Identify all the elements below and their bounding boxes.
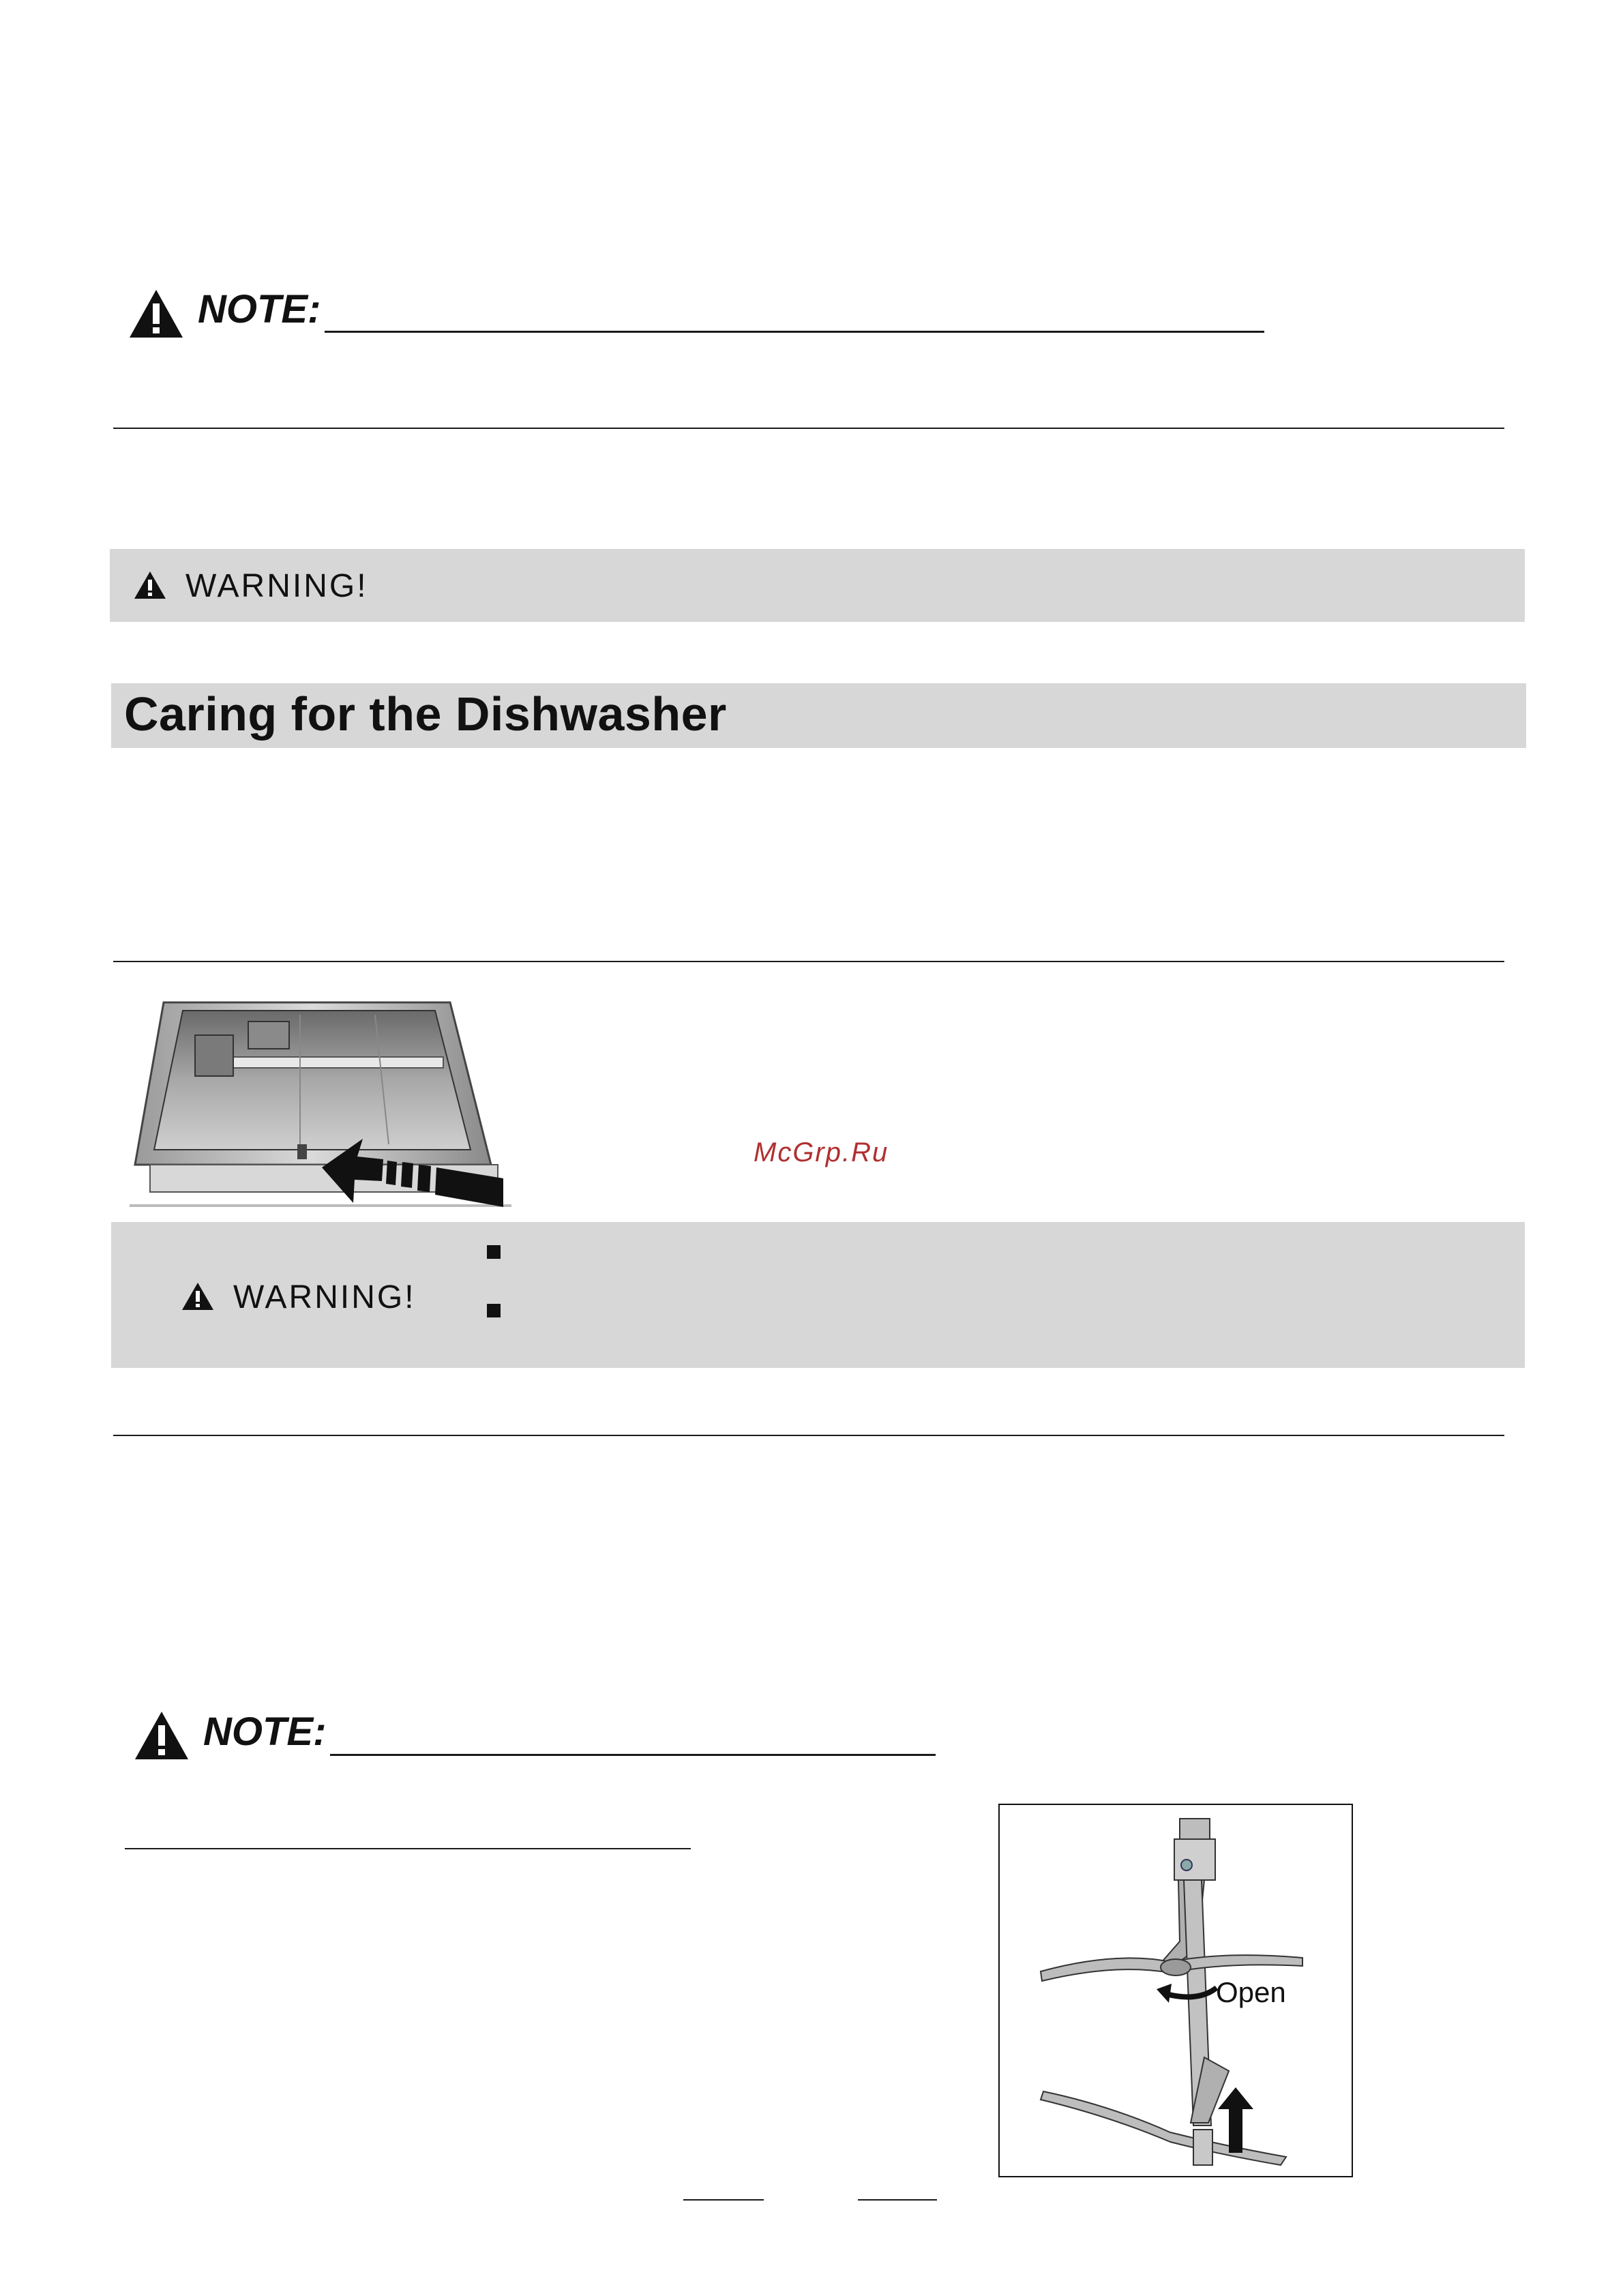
bullet [487,1304,501,1317]
warning-label: WARNING! [185,568,368,604]
spray-arm-illustration [1000,1805,1350,2173]
warning-triangle-icon [181,1282,214,1311]
watermark: McGrp.Ru [754,1137,889,1167]
pointer-arrow-icon [319,1132,510,1221]
warning-label: WARNING! [233,1279,416,1315]
divider [113,961,1504,962]
divider [113,428,1504,429]
open-label: Open [1216,1976,1286,2008]
note-label: NOTE: [198,287,321,331]
divider [113,1435,1504,1436]
warning-triangle-icon [134,571,166,599]
note-label: NOTE: [203,1710,327,1754]
page-number-line [858,2199,937,2201]
section-title: Caring for the Dishwasher [124,687,727,741]
warning-triangle-icon [128,288,184,339]
bullet [487,1245,501,1259]
warning-triangle-icon [134,1710,190,1761]
note-underline [325,331,1264,333]
note-underline [330,1754,936,1756]
divider [125,1848,691,1849]
page-number-line [683,2199,764,2201]
